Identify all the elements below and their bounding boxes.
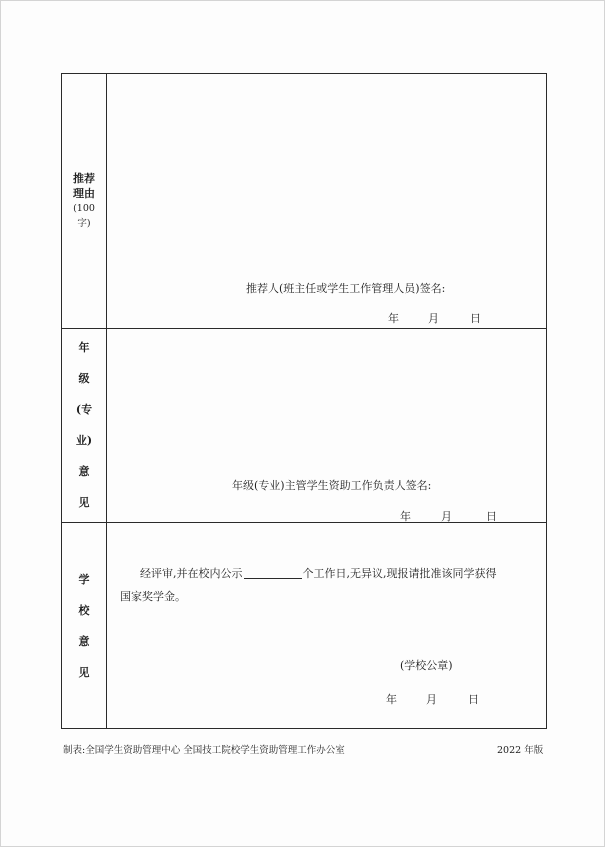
form-table [61, 73, 547, 729]
label-char: 意 [78, 635, 90, 648]
date-month: 月 [428, 312, 439, 325]
label-char: 学 [78, 573, 90, 586]
school-seal-label: (学校公章) [400, 659, 453, 672]
date-year: 年 [400, 510, 411, 523]
label-char: 年 [78, 341, 90, 354]
label-line: 推荐 [73, 172, 95, 185]
date-day: 日 [468, 693, 479, 706]
row-divider-1 [62, 328, 546, 329]
date-year: 年 [386, 693, 397, 706]
label-char: 意 [78, 465, 90, 478]
label-char: 校 [78, 604, 90, 617]
label-char: 见 [78, 666, 90, 679]
date-day: 日 [470, 312, 481, 325]
school-opinion-label [62, 522, 106, 730]
review-text-part2: 个工作日,无异议,现报请批准该同学获得 [302, 567, 497, 580]
recommender-signature-label: 推荐人(班主任或学生工作管理人员)签名: [246, 282, 446, 295]
label-char: (专 [75, 403, 93, 416]
date-month: 月 [426, 693, 437, 706]
footer-maker: 制表:全国学生资助管理中心 全国技工院校学生资助管理工作办公室 [63, 745, 345, 756]
date-year: 年 [388, 312, 399, 325]
grade-signature-label: 年级(专业)主管学生资助工作负责人签名: [232, 479, 432, 492]
date-month: 月 [441, 510, 452, 523]
column-divider [106, 74, 107, 728]
footer-edition: 2022 年版 [497, 745, 544, 756]
publicity-days-blank[interactable] [244, 578, 302, 579]
label-line: (100 [73, 203, 95, 214]
review-text-part1: 经评审,并在校内公示 [140, 567, 243, 580]
label-line: 理由 [73, 187, 95, 200]
label-char: 业) [75, 434, 93, 447]
recommendation-reason-label [62, 74, 106, 328]
label-char: 见 [78, 496, 90, 509]
row-divider-2 [62, 522, 546, 523]
date-day: 日 [486, 510, 497, 523]
school-review-text [140, 565, 497, 581]
grade-opinion-label [62, 328, 106, 522]
school-review-text-line2: 国家奖学金。 [120, 590, 186, 603]
label-line: 字) [77, 218, 91, 229]
label-char: 级 [78, 372, 90, 385]
